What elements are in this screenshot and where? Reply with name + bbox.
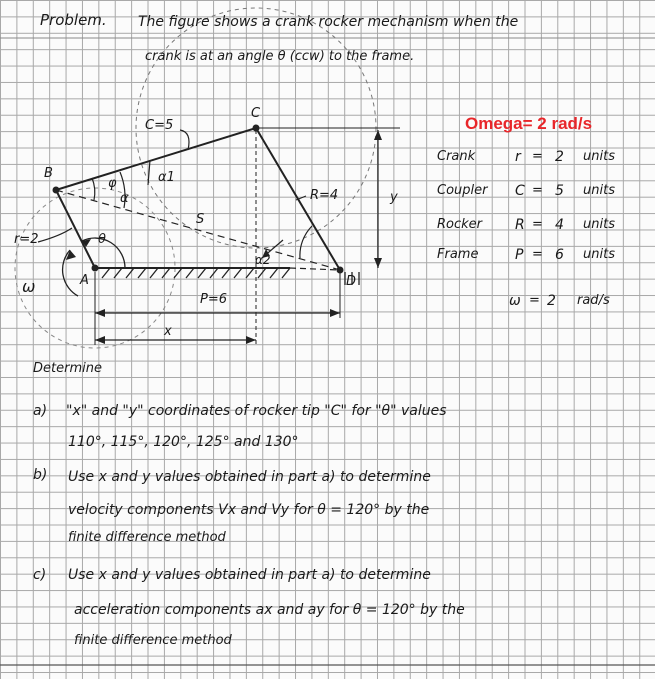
param-symbol: R xyxy=(515,217,525,233)
part-c-label: c) xyxy=(33,567,47,583)
label-alpha1: α1 xyxy=(158,170,175,185)
alpha2-arc xyxy=(300,226,312,258)
p-arrow-left xyxy=(95,309,105,317)
crank-link xyxy=(56,190,95,268)
omega-note: Omega= 2 rad/s xyxy=(465,114,593,133)
param-value: 2 xyxy=(547,293,556,309)
part-a-line2: 110°, 115°, 120°, 125° and 130° xyxy=(68,434,299,450)
alpha-arc xyxy=(92,178,95,200)
part-a-line1: "x" and "y" coordinates of rocker tip "C" for "θ" values xyxy=(66,403,447,419)
omega-arrow xyxy=(66,250,76,260)
label-omega: ω xyxy=(22,277,36,296)
coupler-link xyxy=(56,128,256,190)
part-b-line2: velocity components Vx and Vy for θ = 120° by the xyxy=(68,502,430,518)
part-c-line3: finite difference method xyxy=(74,633,232,648)
problem-label: Problem. xyxy=(40,11,107,29)
param-unit: rad/s xyxy=(577,293,610,308)
label-b: B xyxy=(44,166,53,181)
param-unit: units xyxy=(583,149,615,164)
part-a-label: a) xyxy=(33,403,48,419)
label-c: C xyxy=(251,106,261,121)
part-c-line2: acceleration components ax and ay for θ = 120° by the xyxy=(74,602,465,618)
param-value: 4 xyxy=(555,217,564,233)
param-value: 6 xyxy=(555,247,564,263)
param-unit: units xyxy=(583,183,615,198)
pin-c xyxy=(253,125,260,132)
problem-statement-line1: The figure shows a crank rocker mechanism when the xyxy=(138,14,519,30)
x-arrow-left xyxy=(95,336,105,344)
param-value: 2 xyxy=(555,149,564,165)
label-frame-length: P=6 xyxy=(200,292,228,307)
frame-extension xyxy=(290,268,340,270)
param-name: Crank xyxy=(437,149,476,164)
pin-d xyxy=(337,267,344,274)
param-name: Rocker xyxy=(437,217,483,232)
part-b-label: b) xyxy=(33,467,48,483)
param-value: 5 xyxy=(555,183,564,199)
label-alpha2: α2 xyxy=(255,253,271,267)
label-y: y xyxy=(390,190,398,205)
label-s: S xyxy=(196,212,205,227)
y-arrow-bottom xyxy=(374,258,382,268)
label-alpha: α xyxy=(120,191,129,206)
part-c-line1: Use x and y values obtained in part a) to determine xyxy=(68,567,431,583)
r2-pointer xyxy=(38,228,72,242)
param-symbol: P xyxy=(515,247,524,263)
param-unit: units xyxy=(583,217,615,232)
part-b-line3: finite difference method xyxy=(68,530,226,545)
label-x: x xyxy=(164,324,172,339)
param-symbol: r xyxy=(515,149,521,165)
pin-b xyxy=(53,187,60,194)
y-arrow-top xyxy=(374,130,382,140)
param-name: Coupler xyxy=(437,183,488,198)
determine-heading: Determine xyxy=(33,361,102,376)
problem-statement-line2: crank is at an angle θ (ccw) to the frame. xyxy=(145,49,415,64)
param-symbol: ω xyxy=(509,293,521,309)
label-crank-length: r=2 xyxy=(14,232,39,247)
diagonal-s-line xyxy=(56,190,340,270)
label-coupler-length: C=5 xyxy=(145,118,174,133)
param-name: Frame xyxy=(437,247,479,262)
pin-a xyxy=(92,265,99,272)
p-arrow-right xyxy=(330,309,340,317)
param-symbol: C xyxy=(515,183,525,199)
label-rocker-length: R=4 xyxy=(310,188,339,203)
ground-hatching xyxy=(102,268,290,278)
label-d: D xyxy=(346,274,357,289)
x-arrow-right xyxy=(246,336,256,344)
c5-pointer xyxy=(180,130,189,150)
param-unit: units xyxy=(583,247,615,262)
parameter-table: Crank r = 2 units Coupler C = 5 units Rocker R = 4 units Frame P = 6 units ω = 2 rad/s xyxy=(437,149,615,309)
label-phi: φ xyxy=(108,176,117,191)
label-theta: θ xyxy=(98,232,106,247)
label-a: A xyxy=(80,273,89,288)
part-b-line1: Use x and y values obtained in part a) to determine xyxy=(68,469,431,485)
